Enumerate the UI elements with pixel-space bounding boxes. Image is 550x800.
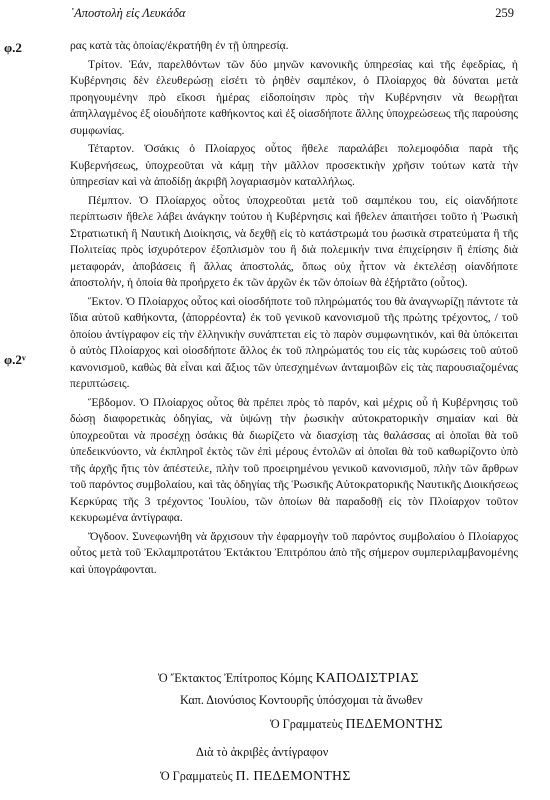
paragraph-fourth: Τέταρτον. Ὁσάκις ὁ Πλοίαρχος οὗτος ἤθελε παραλάβει πολεμοφόδια παρὰ τῆς Κυβερνήσεως, ὑποχρεοῦται νὰ κάμῃ τὴν μᾶλλον προσεκτικὴν χρῆσιν τούτων κατὰ τὴν ὑπηρεσίαν καὶ νὰ ἀποδίδῃ ἀκριβῆ λογαριασμὸν καταλλήλως. (70, 142, 518, 188)
signature-secretary-title: Ὁ Γραμματεὺς (270, 717, 343, 731)
signature-secretary-copy (160, 768, 351, 784)
folio-note-2v: φ.2ᵛ (4, 352, 26, 367)
paragraph-continuation: ρας κατὰ τὰς ὁποίας/ἐκρατήθη ἐν τῇ ὑπηρεσίᾳ. (70, 39, 289, 52)
paragraph-third: Τρίτον. Ἐάν, παρελθόντων τῶν δύο μηνῶν κανονικῆς ὑπηρεσίας καὶ τῆς ἐφεδρίας, ἡ Κυβέρνησις δὲν ἐλευθερώσῃ εἰσέτι τὸ ῥηθὲν σαμπέκον, ὁ Πλοίαρχος θὰ δύναται μετὰ προηγουμένην πρὸ εἴκοσι ἡμέρας εἰδοποίησιν πρὸς τὴν Κυβέρνησιν νὰ θεωρῇται ἀπηλλαγμένος ἐξ οἱουδήποτε καθήκοντος καὶ ἐξ οἱασδήποτε ἄλλης ὑποχρεώσεως τῆς παρούσης συμφωνίας. (70, 57, 518, 137)
signature-secretary-copy-name: Π. ΠΕΔΕΜΟΝΤΗΣ (235, 768, 351, 783)
signature-secretary-name: ΠΕΔΕΜΟΝΤΗΣ (345, 716, 443, 731)
running-title: ᾿Αποστολὴ εἰς Λευκάδα (70, 6, 186, 20)
folio-note-2: φ.2 (4, 40, 22, 55)
signature-commissioner-title: Ὁ Ἔκτακτος Ἐπίτροπος Κόμης (158, 671, 313, 685)
page-number: 259 (495, 6, 514, 20)
document-body (70, 38, 518, 580)
signature-commissioner-name: ΚΑΠΟΔΙΣΤΡΙΑΣ (315, 670, 419, 685)
signature-captain: Καπ. Διονύσιος Κοντουρῆς ὑπόσχομαι τὰ ἄνωθεν (180, 693, 423, 707)
paragraph-seventh: Ἕβδομον. Ὁ Πλοίαρχος οὗτος θὰ πρέπει πρὸς τὸ παρόν, καὶ μέχρις οὗ ἡ Κυβέρνησις τοῦ δώσῃ διαφορετικὰς ὁδηγίας, νὰ ὑψώνῃ τὴν ῥωσικὴν αὐτοκρατορικὴν σημαίαν καὶ θὰ ὑποχρεοῦται νὰ προσέχῃ ὁσάκις θὰ διωρίζετο νὰ διασχίσῃ τὰς θαλάσσας αἱ ὁποῖαι θὰ τοῦ ὑπεδεικνύοντο, νὰ ἐκπληροῖ ἐκτὸς τῶν ἐπὶ μέρους ἐντολῶν αἱ ὁποῖαι θὰ τοῦ καθωρίζοντο ὑπὸ τῆς ἀρχῆς ἥτις τὸν ἀπέστειλε, πλὴν τοῦ προειρημένου γενικοῦ κανονισμοῦ, πλὴν τῶν ἄρθρων τοῦ παρόντος συμβολαίου, καὶ τὰς ὁδηγίας τῆς Ῥωσικῆς Αὐτοκρατορικῆς Ναυτικῆς Διοικήσεως Κερκύρας τῆς 3 τρέχοντος Ἰουλίου, τῶν ὁποίων θὰ παραδοθῇ εἰς τὸν Πλοίαρχον τοῦτον κεκυρωμένα ἀντίγραφα. (70, 395, 518, 524)
signature-secretary (270, 716, 443, 732)
signature-secretary-copy-title: Ὁ Γραμματεὺς (160, 769, 233, 783)
paragraph-eighth: Ὄγδοον. Συνεφωνήθη νὰ ἄρχισουν τὴν ἐφαρμογὴν τοῦ παρόντος συμβολαίου ὁ Πλοίαρχος οὗτος μετὰ τοῦ Ἐκλαμπροτάτου Ἐκτάκτου Ἐπιτρόπου ἀπὸ τῆς σήμερον συμπεριλαμβανομένης καὶ ὑπογράφονται. (70, 529, 518, 576)
paragraph-sixth: Ἕκτον. Ὁ Πλοίαρχος οὗτος καὶ οἱοσδήποτε τοῦ πληρώματός του θὰ ἀναγνωρίζῃ πάντοτε τὰ ἴδια αὐτοῦ καθήκοντα, ⟨ἀπορρέοντα⟩ ἐκ τοῦ γενικοῦ κανονισμοῦ τῆς πρώτης τρέχοντος, / τοῦ ὁποίου ἀντίγραφον εἰς τὴν ἑλληνικὴν συνάπτεται εἰς τὸ παρὸν συμφωνητικόν, καὶ θὰ ὑπόκειται ὁ αὐτὸς Πλοίαρχος καὶ οἱοσδήποτε ἄλλος ἐκ τοῦ πληρώματός του εἰς τὰς κυρώσεις τοῦ αὐτοῦ κανονισμοῦ, καθὼς θὰ εἶναι καὶ ἄξιος τῶν ὑπεσχημένων ἀνταμοιβῶν εἰς τὰς παρουσιαζομένας περιπτώσεις. (70, 294, 518, 390)
signature-commissioner (158, 670, 419, 686)
running-header (70, 6, 514, 24)
certified-copy-note: Διὰ τὸ ἀκριβὲς ἀντίγραφον (196, 745, 329, 759)
paragraph-fifth: Πέμπτον. Ὁ Πλοίαρχος οὗτος ὑποχρεοῦται μετὰ τοῦ σαμπέκου του, εἰς οἱανδήποτε περίπτωσιν ἤθελε λάβει ἀνάγκην τούτου ἡ Κυβέρνησις καὶ ἤθελεν ἀπαιτήσει τοῦτο ἡ Ῥωσικὴ Στρατιωτικὴ ἢ Ναυτικὴ Διοίκησις, νὰ δεχθῇ εἰς τὸ κατάστρωμά του ῥωσικὰ στρατεύματα ἢ τῆς Πολιτείας πρὸς ἰσχυρότερον ἐξοπλισμὸν του ἢ διὰ πολεμικήν τινα ἐπιχείρησιν ἢ ἐπίσης διὰ μεταφοράν, ἀποβάσεις ἢ ἄλλας ἀποστολάς, ὅπως οὐχ ἧττον νὰ ἐκτελέσῃ οἱανδήποτε ἀποστολήν, ἡ ὁποία θὰ προήρχετο ἐκ τῶν ἀρχῶν ἐκ τῶν ὁποίων θὰ ἐξήρτᾶτο (οὗτος). (70, 193, 518, 289)
